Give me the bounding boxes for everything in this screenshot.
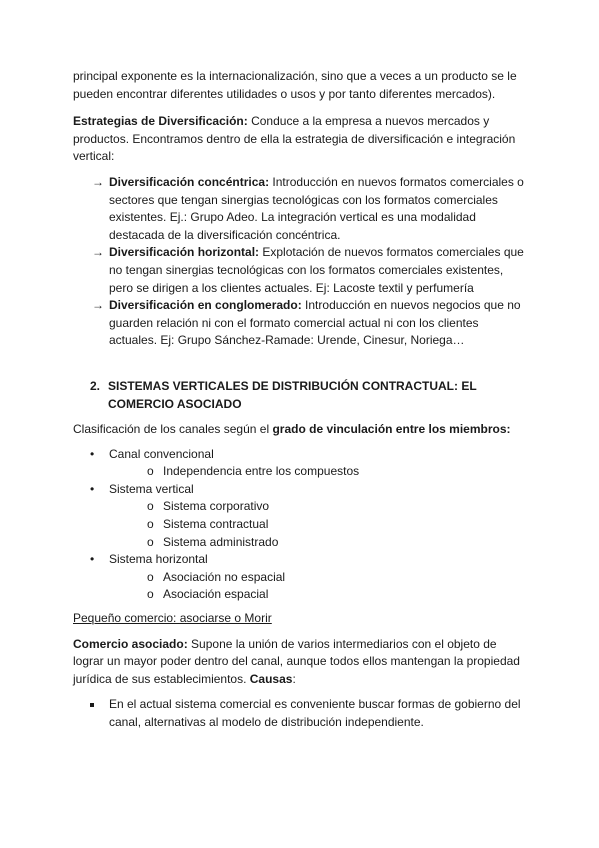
sub-list (109, 463, 529, 481)
item-label: Sistema horizontal (109, 552, 208, 567)
section-number: 2. (90, 378, 101, 393)
item-text: Introducción en nuevos formatos comerciales o sectores que tengan sinergias tecnológicas con los formatos comerciales existentes. Ej.: Grupo Adeo. La integración vertical es una modalidad destacada de la diversificación concéntrica. (109, 174, 524, 242)
circle-bullet-icon: o (147, 517, 154, 532)
intro-paragraph: principal exponente es la internacionalización, sino que a veces a un producto se le pueden encontrar diferentes utilidades o usos y por tanto diferentes mercados). (73, 69, 517, 101)
item-label: Sistema vertical (109, 481, 194, 496)
arrow-icon: → (92, 174, 104, 189)
comercio-asociado-paragraph (73, 636, 529, 689)
canales-list (73, 446, 529, 604)
sub-item-label: Sistema contractual (163, 517, 269, 532)
bullet-icon: • (90, 481, 95, 496)
list-item (92, 244, 529, 297)
comercio-asociado-title: Comercio asociado: (73, 636, 188, 651)
bullet-icon: • (90, 446, 95, 461)
arrow-icon: → (92, 298, 104, 313)
sub-list-item (147, 586, 529, 604)
item-text: Introducción en nuevos negocios que no guarden relación ni con el formato comercial actual ni con los clientes actuales. Ej: Grupo Sánchez-Ramade: Urende, Cinesur, Noriega… (109, 298, 521, 348)
circle-bullet-icon: o (147, 534, 154, 549)
list-item (92, 297, 529, 350)
sub-list-item (147, 569, 529, 587)
circle-bullet-icon: o (147, 587, 154, 602)
section-heading (73, 378, 529, 413)
sub-list (109, 498, 529, 551)
section-title: SISTEMAS VERTICALES DE DISTRIBUCIÓN CONTRACTUAL: EL COMERCIO ASOCIADO (108, 378, 477, 411)
item-title: Diversificación en conglomerado: (109, 298, 302, 313)
causas-label: Causas (249, 671, 293, 686)
estrategias-text: Conduce a la empresa a nuevos mercados y productos. Encontramos dentro de ella la estrategia de diversificación e integración vertical: (73, 114, 516, 164)
circle-bullet-icon: o (147, 569, 154, 584)
list-item (90, 481, 529, 551)
clasificacion-paragraph (73, 421, 529, 439)
item-title: Diversificación concéntrica: (109, 174, 270, 189)
estrategias-paragraph (73, 113, 529, 166)
comercio-asociado-text: Supone la unión de varios intermediarios con el objeto de lograr un mayor poder dentro del canal, aunque todos ellos mantengan la propiedad jurídica de sus establecimientos. (73, 636, 520, 686)
sub-item-label: Sistema administrado (163, 534, 279, 549)
clasificacion-bold: grado de vinculación entre los miembros: (272, 422, 511, 437)
sub-item-label: Asociación espacial (163, 587, 269, 602)
list-item (90, 446, 529, 481)
arrow-icon: → (92, 245, 104, 260)
list-item (90, 551, 529, 604)
list-item (90, 696, 529, 731)
list-item (92, 174, 529, 244)
square-bullet-icon (90, 703, 94, 707)
sub-item-label: Sistema corporativo (163, 499, 270, 514)
sub-item-label: Asociación no espacial (163, 569, 286, 584)
diversification-list (92, 174, 529, 350)
sub-list-item (147, 516, 529, 534)
circle-bullet-icon: o (147, 464, 154, 479)
sub-list-item (147, 498, 529, 516)
pequeno-comercio-heading: Pequeño comercio: asociarse o Morir (73, 611, 272, 626)
causas-colon: : (292, 671, 296, 686)
clasificacion-text: Clasificación de los canales según el (73, 422, 273, 437)
item-text: En el actual sistema comercial es conveniente buscar formas de gobierno del canal, alternativas al modelo de distribución independiente. (109, 697, 521, 729)
sub-list-item (147, 534, 529, 552)
sub-list-item (147, 463, 529, 481)
circle-bullet-icon: o (147, 499, 154, 514)
item-text: Explotación de nuevos formatos comerciales que no tengan sinergias tecnológicas con los formatos comerciales existentes, pero se dirigen a los clientes actuales. Ej: Lacoste textil y perfumería (109, 245, 524, 295)
item-label: Canal convencional (109, 446, 214, 461)
document-page (73, 68, 529, 732)
bullet-icon: • (90, 552, 95, 567)
causas-list (73, 696, 529, 731)
estrategias-title: Estrategias de Diversificación: (73, 114, 248, 129)
sub-list (109, 569, 529, 604)
sub-item-label: Independencia entre los compuestos (163, 464, 360, 479)
item-title: Diversificación horizontal: (109, 245, 260, 260)
